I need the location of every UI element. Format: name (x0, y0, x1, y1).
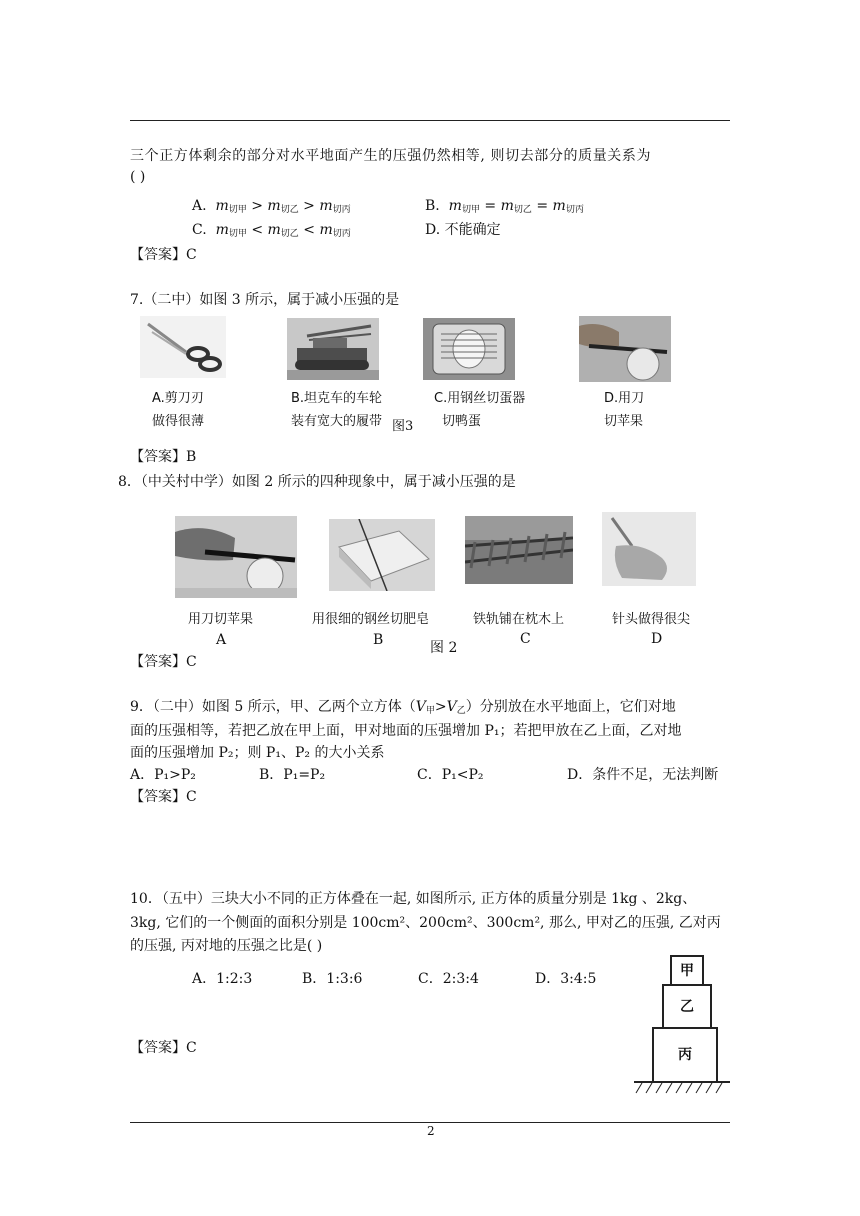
q8-photo-wire-soap (329, 519, 435, 591)
q9-option-c: C．P₁<P₂ (417, 767, 484, 783)
q9-line1: 9．（二中）如图 5 所示，甲、乙两个立方体$(V_甲>V_乙)$分别放在水平地面上，它们对地 (130, 699, 676, 716)
q7-photo-tank (287, 318, 379, 380)
cube-bing: 丙 (652, 1027, 718, 1083)
q7-caption-b: B.坦克车的车轮 装有宽大的履带 (291, 391, 383, 429)
q8-caption-a: 用刀切苹果 (188, 612, 254, 627)
q9-option-d: D．条件不足，无法判断 (567, 767, 719, 783)
q7-caption-d: D.用刀 切苹果 (604, 391, 645, 429)
q10-option-c: C．2:3:4 (418, 971, 479, 987)
q10-line2: 3kg, 它们的一个侧面的面积分别是 100cm²、200cm²、300cm², 那么, 甲对乙的压强, 乙对丙 (130, 915, 721, 931)
q8-caption-c: 铁轨铺在枕木上 (473, 612, 565, 627)
q7-stem: 7.（二中）如图 3 所示，属于减小压强的是 (130, 292, 400, 308)
q9-line3: 面的压强增加 P₂；则 P₁、P₂ 的大小关系 (130, 745, 385, 761)
q10-option-a: A．1:2:3 (192, 971, 253, 987)
q8-photo-knife-apple (175, 516, 297, 598)
page-number: 2 (427, 1124, 435, 1138)
q6-option-c: C. $m_{切甲} < m_{切乙} < m_{切丙}$ (192, 222, 351, 239)
q7-figure-label: 图3 (392, 419, 414, 434)
q10-stacked-cubes-diagram (634, 955, 730, 1095)
ground-hatching (634, 1081, 730, 1095)
q8-letter-a: A (216, 632, 227, 648)
cube-jia: 甲 (670, 955, 704, 987)
q7-photo-scissors (140, 316, 226, 378)
cube-yi: 乙 (662, 984, 712, 1030)
q7-caption-a: A.剪刀刃 做得很薄 (152, 391, 205, 429)
q8-letter-d: D (651, 631, 663, 647)
q8-caption-b: 用很细的钢丝切肥皂 (312, 612, 430, 627)
q7-caption-c: C.用钢丝切蛋器 切鸭蛋 (434, 391, 526, 429)
q8-stem: 8．（中关村中学）如图 2 所示的四种现象中，属于减小压强的是 (118, 474, 516, 490)
q8-caption-d: 针头做得很尖 (612, 612, 691, 627)
q8-letter-c: C (520, 631, 531, 647)
q6-option-b: B. $m_{切甲} = m_{切乙} = m_{切丙}$ (425, 198, 584, 215)
q7-photo-knife-apple (579, 316, 671, 382)
q7-answer: 【答案】B (130, 449, 197, 465)
q9-option-b: B．P₁=P₂ (259, 767, 326, 783)
q6-option-a: A. $m_{切甲} > m_{切乙} > m_{切丙}$ (192, 198, 351, 215)
q6-line1: 三个正方体剩余的部分对水平地面产生的压强仍然相等, 则切去部分的质量关系为 (130, 148, 652, 164)
q6-option-d: D. 不能确定 (425, 222, 501, 238)
q6-line2: ( ) (130, 169, 146, 185)
header-rule (130, 120, 730, 121)
q6-answer: 【答案】C (130, 247, 197, 263)
q8-letter-b: B (373, 632, 384, 648)
q8-answer: 【答案】C (130, 654, 197, 670)
q10-answer: 【答案】C (130, 1040, 197, 1056)
q9-answer: 【答案】C (130, 789, 197, 805)
q10-option-b: B．1:3:6 (302, 971, 363, 987)
q8-photo-rails (465, 516, 573, 584)
q10-line3: 的压强, 丙对地的压强之比是( ) (130, 938, 323, 954)
q8-photo-syringe (602, 512, 696, 586)
q9-line2: 面的压强相等，若把乙放在甲上面，甲对地面的压强增加 P₁；若把甲放在乙上面，乙对地 (130, 723, 682, 739)
q8-figure-label: 图 2 (430, 640, 458, 656)
q9-option-a: A．P₁>P₂ (130, 767, 196, 783)
q10-option-d: D．3:4:5 (535, 971, 597, 987)
q7-photo-egg-slicer (423, 318, 515, 380)
footer-rule (130, 1122, 730, 1123)
q10-line1: 10．（五中）三块大小不同的正方体叠在一起, 如图所示, 正方体的质量分别是 1kg 、2kg、 (130, 891, 697, 907)
